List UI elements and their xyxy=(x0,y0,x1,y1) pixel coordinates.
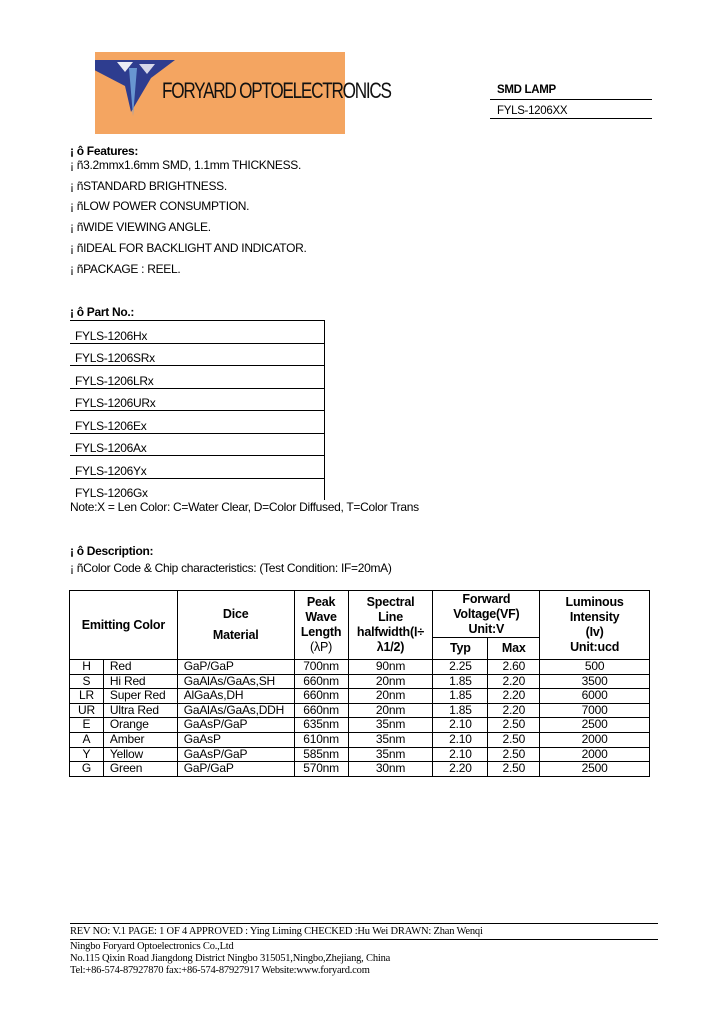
part-number: FYLS-1206SRx xyxy=(70,343,325,366)
dice-material-text: GaAlAs/GaAs,DDH xyxy=(183,702,285,717)
halfwidth: 20nm xyxy=(348,703,433,718)
table-row xyxy=(70,747,650,762)
luminous-intensity: 6000 xyxy=(540,689,650,704)
feature-item: ¡ ñLOW POWER CONSUMPTION. xyxy=(70,199,250,213)
model-number: FYLS-1206XX xyxy=(497,105,568,117)
header-typ: Typ xyxy=(433,638,488,660)
luminous-intensity: 2000 xyxy=(540,747,650,762)
color-name: Hi Red xyxy=(103,674,177,689)
header-text: Spectral xyxy=(366,595,415,609)
dice-material: GaAsP/GaP xyxy=(177,747,294,762)
table-row xyxy=(70,660,650,675)
vf-max: 2.20 xyxy=(488,689,540,704)
color-code: LR xyxy=(70,689,104,704)
header-rule-1 xyxy=(490,99,652,100)
vf-max: 2.60 xyxy=(488,660,540,675)
dice-material: GaAsP xyxy=(177,732,294,747)
dice-material: GaAsP/GaP xyxy=(177,718,294,733)
header-emitting-color xyxy=(70,591,178,660)
header-luminous-intensity xyxy=(540,591,650,660)
halfwidth: 90nm xyxy=(348,660,433,675)
header-spectral-halfwidth xyxy=(348,591,433,660)
header-text: halfwidth(Ⅰ÷ xyxy=(356,625,425,639)
part-number: FYLS-1206Ax xyxy=(70,433,325,456)
color-name: Red xyxy=(103,660,177,675)
table-row xyxy=(70,732,650,747)
header-text: (Iv) xyxy=(585,625,604,639)
dice-material: GaP/GaP xyxy=(177,660,294,675)
header-text: Dice xyxy=(222,607,249,621)
footer-contact: Tel:+86-574-87927870 fax:+86-574-87927917 Website:www.foryard.com xyxy=(70,965,370,976)
vf-typ: 1.85 xyxy=(433,703,488,718)
table-row xyxy=(70,718,650,733)
color-name: Green xyxy=(103,762,177,777)
vf-typ: 2.20 xyxy=(433,762,488,777)
header-text: λ1/2) xyxy=(376,640,405,654)
lens-color-note: Note:X = Len Color: C=Water Clear, D=Color Diffused, T=Color Trans xyxy=(70,500,419,514)
peak-wavelength: 660nm xyxy=(294,703,348,718)
luminous-intensity: 2000 xyxy=(540,732,650,747)
color-code: E xyxy=(70,718,104,733)
part-number: FYLS-1206Yx xyxy=(70,456,325,479)
part-number: FYLS-1206Ex xyxy=(70,411,325,434)
header-text: Luminous xyxy=(565,595,624,609)
header-forward-voltage xyxy=(433,591,540,638)
description-subheading: ¡ ñColor Code & Chip characteristics: (Test Condition: IF=20mA) xyxy=(70,561,392,575)
part-number-table xyxy=(70,320,325,500)
footer-rule-top xyxy=(70,923,658,924)
color-name: Ultra Red xyxy=(103,703,177,718)
peak-wavelength: 660nm xyxy=(294,689,348,704)
part-number: FYLS-1206LRx xyxy=(70,366,325,389)
header-text: Wave xyxy=(305,610,337,624)
dice-material: GaAlAs/GaAs,SH xyxy=(177,674,294,689)
footer-company: Ningbo Foryard Optoelectronics Co.,Ltd xyxy=(70,941,234,952)
vf-typ: 2.25 xyxy=(433,660,488,675)
feature-item: ¡ ñWIDE VIEWING ANGLE. xyxy=(70,220,211,234)
peak-wavelength: 700nm xyxy=(294,660,348,675)
company-name: FORYARD OPTOELECTRONICS xyxy=(162,78,391,103)
color-code: S xyxy=(70,674,104,689)
part-number: FYLS-1206Hx xyxy=(70,321,325,344)
header-text: Unit:ucd xyxy=(570,640,620,654)
part-number: FYLS-1206Gx xyxy=(70,478,325,500)
luminous-intensity: 2500 xyxy=(540,762,650,777)
feature-item: ¡ ñIDEAL FOR BACKLIGHT AND INDICATOR. xyxy=(70,241,307,255)
halfwidth: 35nm xyxy=(348,718,433,733)
peak-wavelength: 610nm xyxy=(294,732,348,747)
color-name: Amber xyxy=(103,732,177,747)
vf-max: 2.20 xyxy=(488,703,540,718)
feature-item: ¡ ñ3.2mmx1.6mm SMD, 1.1mm THICKNESS. xyxy=(70,158,302,172)
vf-max: 2.20 xyxy=(488,674,540,689)
header-text: Forward xyxy=(462,591,511,606)
header-text: Unit:V xyxy=(468,621,505,636)
table-row xyxy=(70,762,650,777)
color-code: Y xyxy=(70,747,104,762)
header-text: (λP) xyxy=(310,640,333,654)
vf-typ: 1.85 xyxy=(433,689,488,704)
color-code: UR xyxy=(70,703,104,718)
luminous-intensity: 500 xyxy=(540,660,650,675)
footer-address: No.115 Qixin Road Jiangdong District Ningbo 315051,Ningbo,Zhejiang, China xyxy=(70,953,391,964)
halfwidth: 20nm xyxy=(348,674,433,689)
table-row xyxy=(70,674,650,689)
header-dice-material xyxy=(177,591,294,660)
header-text: Peak xyxy=(306,595,336,609)
color-code: H xyxy=(70,660,104,675)
dice-material: GaP/GaP xyxy=(177,762,294,777)
header-peak-wavelength xyxy=(294,591,348,660)
vf-max: 2.50 xyxy=(488,718,540,733)
vf-typ: 2.10 xyxy=(433,718,488,733)
part-no-heading: ¡ ô Part No.: xyxy=(70,305,135,319)
dice-material: AlGaAs,DH xyxy=(177,689,294,704)
vf-typ: 2.10 xyxy=(433,747,488,762)
feature-item: ¡ ñSTANDARD BRIGHTNESS. xyxy=(70,179,227,193)
vf-max: 2.50 xyxy=(488,762,540,777)
vf-typ: 1.85 xyxy=(433,674,488,689)
header-text: Material xyxy=(212,628,259,642)
halfwidth: 30nm xyxy=(348,762,433,777)
halfwidth: 35nm xyxy=(348,732,433,747)
color-name: Yellow xyxy=(103,747,177,762)
color-chip-table xyxy=(69,590,650,777)
halfwidth: 20nm xyxy=(348,689,433,704)
footer-rule-bottom xyxy=(70,939,658,940)
table-row xyxy=(70,689,650,704)
feature-item: ¡ ñPACKAGE : REEL. xyxy=(70,262,181,276)
header-text: Voltage(VF) xyxy=(453,606,520,621)
vf-max: 2.50 xyxy=(488,732,540,747)
color-code: G xyxy=(70,762,104,777)
luminous-intensity: 3500 xyxy=(540,674,650,689)
table-row xyxy=(70,703,650,718)
part-number: FYLS-1206URx xyxy=(70,388,325,411)
header-text: Length xyxy=(300,625,342,639)
header-text: Emitting Color xyxy=(81,617,166,632)
color-name: Super Red xyxy=(103,689,177,704)
header-text: Intensity xyxy=(569,610,620,624)
doc-type: SMD LAMP xyxy=(497,84,556,96)
luminous-intensity: 2500 xyxy=(540,718,650,733)
revision-line: REV NO: V.1 PAGE: 1 OF 4 APPROVED : Ying Liming CHECKED :Hu Wei DRAWN: Zhan Wenqi xyxy=(70,926,483,937)
halfwidth: 35nm xyxy=(348,747,433,762)
dice-material xyxy=(177,703,294,718)
header-text: Line xyxy=(378,610,403,624)
header-rule-2 xyxy=(490,118,652,119)
peak-wavelength: 660nm xyxy=(294,674,348,689)
peak-wavelength: 585nm xyxy=(294,747,348,762)
vf-typ: 2.10 xyxy=(433,732,488,747)
color-code: A xyxy=(70,732,104,747)
features-heading: ¡ ô Features: xyxy=(70,144,139,158)
vf-max: 2.50 xyxy=(488,747,540,762)
luminous-intensity: 7000 xyxy=(540,703,650,718)
header-max: Max xyxy=(488,638,540,660)
color-name: Orange xyxy=(103,718,177,733)
peak-wavelength: 635nm xyxy=(294,718,348,733)
description-heading: ¡ ô Description: xyxy=(70,544,154,558)
peak-wavelength: 570nm xyxy=(294,762,348,777)
